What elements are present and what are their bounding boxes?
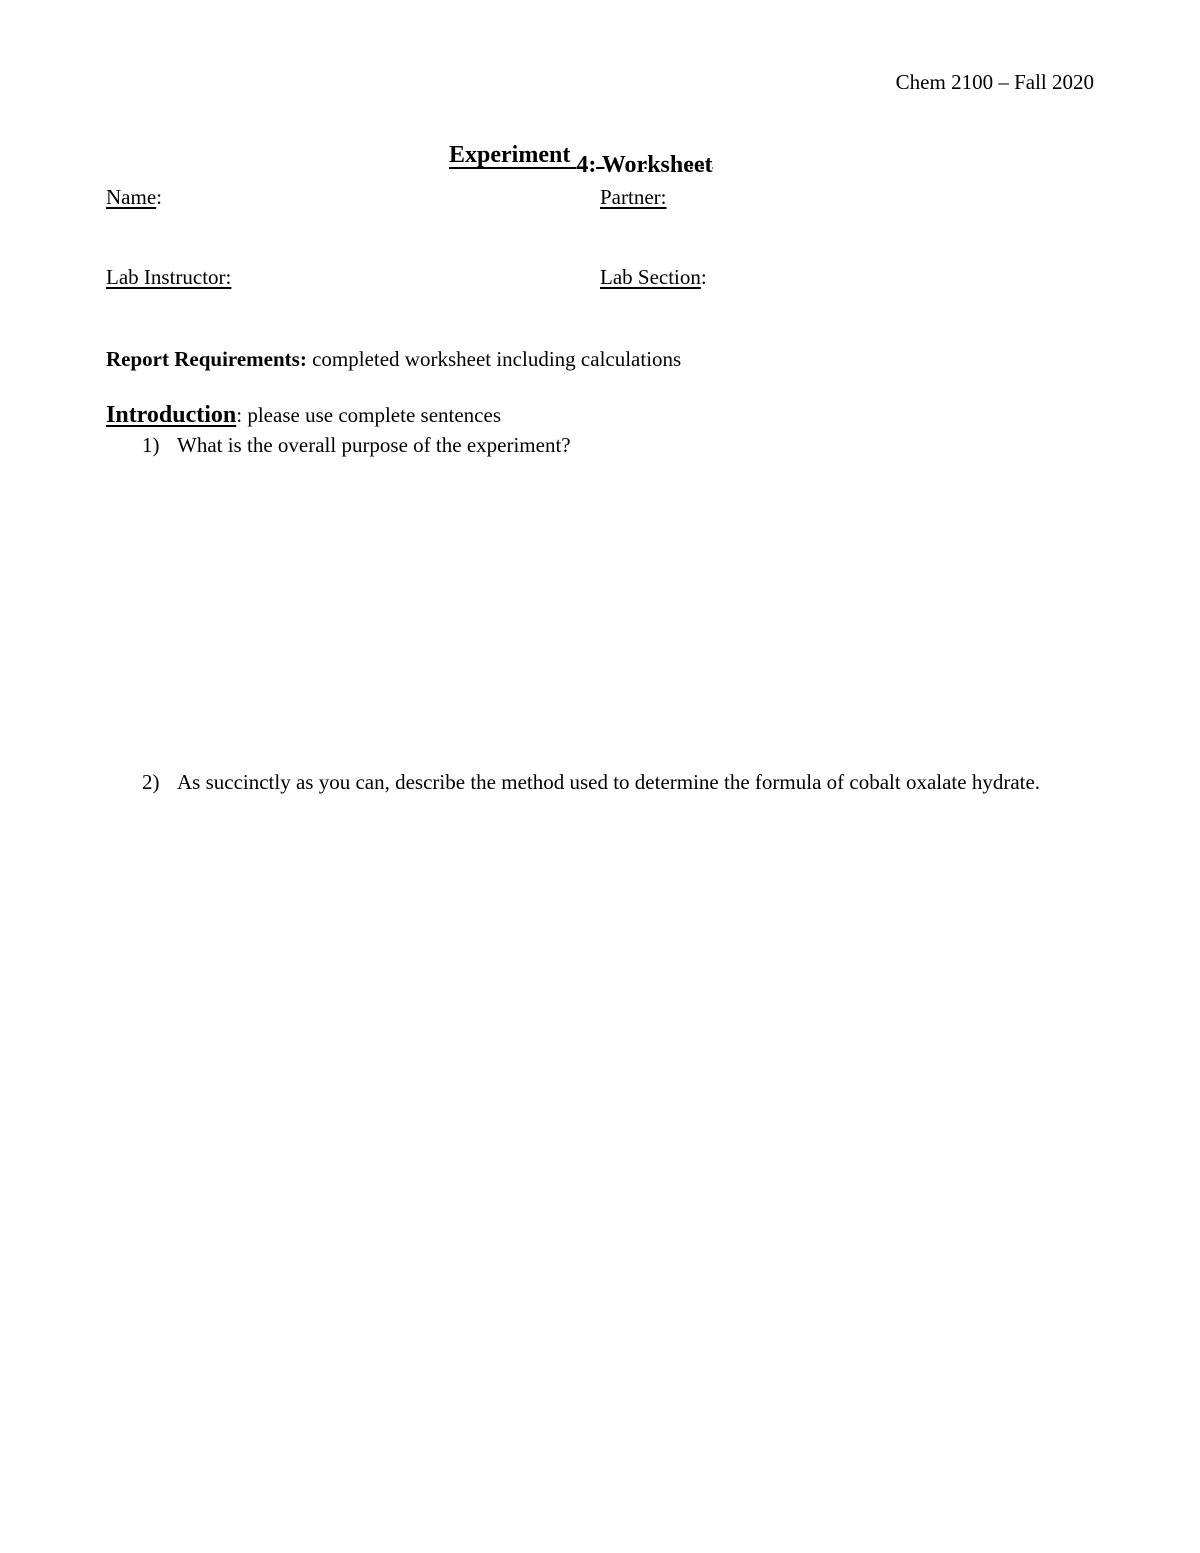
partner-label: Partner: xyxy=(600,185,667,209)
question-text: As succinctly as you can, describe the method used to determine the formula of cobalt oxalate hydrate. xyxy=(177,770,1041,794)
name-label: Name xyxy=(106,185,157,209)
worksheet-title xyxy=(449,142,713,178)
report-requirements xyxy=(106,347,681,372)
question-1 xyxy=(142,431,1092,460)
course-header: Chem 2100 – Fall 2020 xyxy=(895,70,1094,94)
title-part-1: Experiment xyxy=(449,142,571,168)
question-number: 1) xyxy=(142,433,160,457)
question-2 xyxy=(142,768,1092,797)
partner-field xyxy=(600,185,666,210)
introduction-heading: Introduction xyxy=(106,402,237,428)
report-requirements-text: completed worksheet including calculations xyxy=(306,347,682,371)
title-part-2: 4: Worksheet xyxy=(576,152,713,178)
lab-instructor-label: Lab Instructor: xyxy=(106,265,232,289)
lab-section-label: Lab Section xyxy=(600,265,701,289)
lab-section-field: Lab Section: xyxy=(600,265,707,289)
introduction-section xyxy=(106,402,501,429)
lab-instructor-field xyxy=(106,265,231,290)
name-field: Name: xyxy=(106,185,162,209)
report-requirements-label: Report Requirements: xyxy=(106,347,307,371)
question-number: 2) xyxy=(142,770,160,794)
introduction-instructions: : please use complete sentences xyxy=(236,403,501,427)
question-text: What is the overall purpose of the experiment? xyxy=(177,433,571,457)
